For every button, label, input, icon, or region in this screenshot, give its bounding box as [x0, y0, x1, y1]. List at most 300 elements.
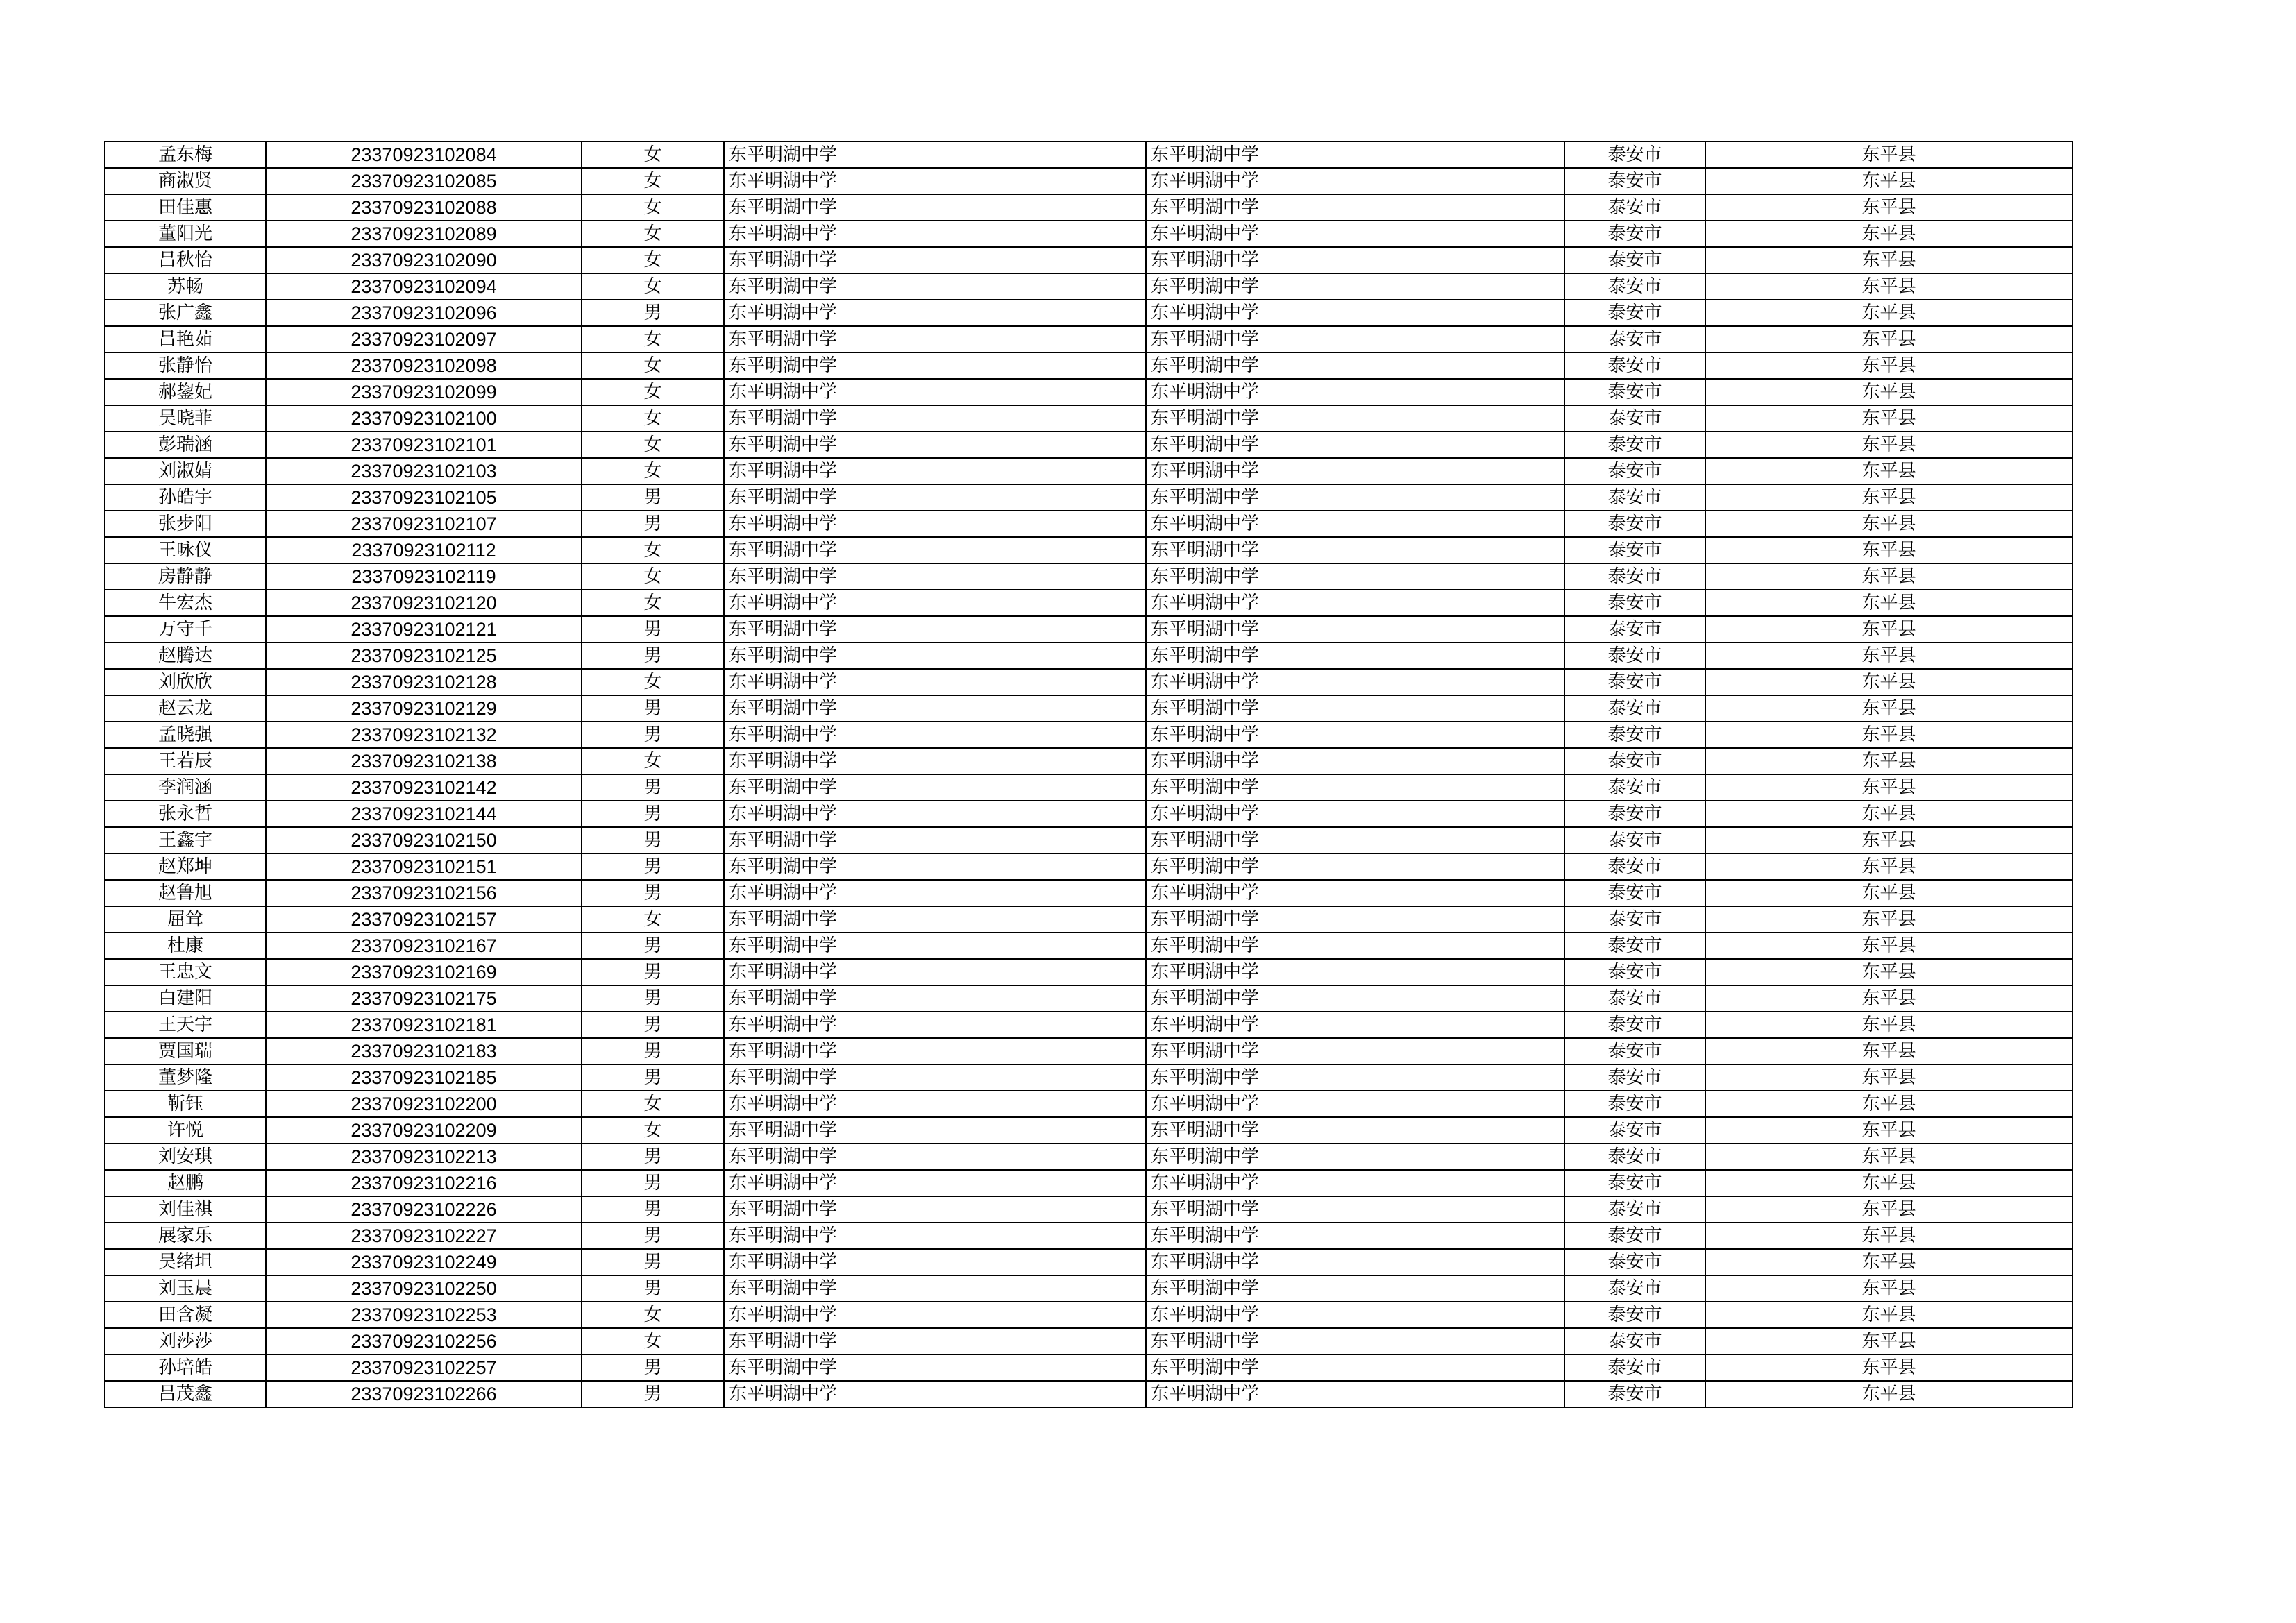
name-cell: 白建阳 [105, 985, 266, 1012]
exam-id-cell: 23370923102169 [266, 959, 582, 985]
school-cell: 东平明湖中学 [724, 352, 1146, 379]
city-cell: 泰安市 [1564, 985, 1705, 1012]
exam-id-cell: 23370923102200 [266, 1091, 582, 1117]
exam-school-cell: 东平明湖中学 [1146, 326, 1564, 352]
table-row [105, 827, 2073, 853]
exam-id-cell: 23370923102151 [266, 853, 582, 880]
exam-school-cell: 东平明湖中学 [1146, 669, 1564, 695]
exam-id-cell: 23370923102097 [266, 326, 582, 352]
county-cell: 东平县 [1705, 1302, 2073, 1328]
exam-school-cell: 东平明湖中学 [1146, 484, 1564, 511]
county-cell: 东平县 [1705, 695, 2073, 722]
name-cell: 房静静 [105, 563, 266, 590]
exam-school-cell: 东平明湖中学 [1146, 1038, 1564, 1064]
city-cell: 泰安市 [1564, 959, 1705, 985]
exam-id-cell: 23370923102157 [266, 906, 582, 933]
table-row [105, 458, 2073, 484]
table-row [105, 1196, 2073, 1223]
exam-school-cell: 东平明湖中学 [1146, 853, 1564, 880]
county-cell: 东平县 [1705, 352, 2073, 379]
name-cell: 刘玉晨 [105, 1275, 266, 1302]
name-cell: 孙皓宇 [105, 484, 266, 511]
table-row [105, 300, 2073, 326]
table-row [105, 379, 2073, 405]
county-cell: 东平县 [1705, 1170, 2073, 1196]
school-cell: 东平明湖中学 [724, 273, 1146, 300]
exam-school-cell: 东平明湖中学 [1146, 933, 1564, 959]
school-cell: 东平明湖中学 [724, 1144, 1146, 1170]
county-cell: 东平县 [1705, 221, 2073, 247]
table-row [105, 906, 2073, 933]
gender-cell: 女 [582, 669, 724, 695]
exam-id-cell: 23370923102144 [266, 801, 582, 827]
exam-school-cell: 东平明湖中学 [1146, 537, 1564, 563]
exam-id-cell: 23370923102085 [266, 168, 582, 194]
name-cell: 赵腾达 [105, 643, 266, 669]
name-cell: 商淑贤 [105, 168, 266, 194]
county-cell: 东平县 [1705, 432, 2073, 458]
gender-cell: 女 [582, 748, 724, 774]
table-row [105, 1012, 2073, 1038]
exam-school-cell: 东平明湖中学 [1146, 1064, 1564, 1091]
school-cell: 东平明湖中学 [724, 405, 1146, 432]
school-cell: 东平明湖中学 [724, 511, 1146, 537]
exam-id-cell: 23370923102120 [266, 590, 582, 616]
gender-cell: 男 [582, 1170, 724, 1196]
county-cell: 东平县 [1705, 669, 2073, 695]
exam-id-cell: 23370923102226 [266, 1196, 582, 1223]
exam-school-cell: 东平明湖中学 [1146, 985, 1564, 1012]
table-row [105, 669, 2073, 695]
gender-cell: 女 [582, 537, 724, 563]
table-row [105, 273, 2073, 300]
table-row [105, 1064, 2073, 1091]
county-cell: 东平县 [1705, 142, 2073, 168]
exam-school-cell: 东平明湖中学 [1146, 1354, 1564, 1381]
exam-school-cell: 东平明湖中学 [1146, 1196, 1564, 1223]
exam-id-cell: 23370923102112 [266, 537, 582, 563]
county-cell: 东平县 [1705, 194, 2073, 221]
name-cell: 刘安琪 [105, 1144, 266, 1170]
exam-id-cell: 23370923102090 [266, 247, 582, 273]
exam-id-cell: 23370923102121 [266, 616, 582, 643]
exam-id-cell: 23370923102138 [266, 748, 582, 774]
name-cell: 董梦隆 [105, 1064, 266, 1091]
exam-id-cell: 23370923102181 [266, 1012, 582, 1038]
city-cell: 泰安市 [1564, 1223, 1705, 1249]
city-cell: 泰安市 [1564, 880, 1705, 906]
city-cell: 泰安市 [1564, 774, 1705, 801]
gender-cell: 男 [582, 1381, 724, 1407]
city-cell: 泰安市 [1564, 221, 1705, 247]
exam-school-cell: 东平明湖中学 [1146, 959, 1564, 985]
county-cell: 东平县 [1705, 1381, 2073, 1407]
exam-id-cell: 23370923102266 [266, 1381, 582, 1407]
school-cell: 东平明湖中学 [724, 669, 1146, 695]
exam-id-cell: 23370923102175 [266, 985, 582, 1012]
name-cell: 彭瑞涵 [105, 432, 266, 458]
table-row [105, 1302, 2073, 1328]
exam-id-cell: 23370923102089 [266, 221, 582, 247]
name-cell: 张永哲 [105, 801, 266, 827]
city-cell: 泰安市 [1564, 1038, 1705, 1064]
city-cell: 泰安市 [1564, 511, 1705, 537]
exam-id-cell: 23370923102250 [266, 1275, 582, 1302]
gender-cell: 女 [582, 273, 724, 300]
name-cell: 刘淑婧 [105, 458, 266, 484]
name-cell: 吕艳茹 [105, 326, 266, 352]
table-row [105, 537, 2073, 563]
name-cell: 李润涵 [105, 774, 266, 801]
school-cell: 东平明湖中学 [724, 142, 1146, 168]
city-cell: 泰安市 [1564, 1328, 1705, 1354]
name-cell: 孙培皓 [105, 1354, 266, 1381]
exam-school-cell: 东平明湖中学 [1146, 695, 1564, 722]
roster-table [104, 141, 2073, 1408]
table-row [105, 168, 2073, 194]
table-row [105, 959, 2073, 985]
exam-id-cell: 23370923102256 [266, 1328, 582, 1354]
gender-cell: 男 [582, 616, 724, 643]
city-cell: 泰安市 [1564, 379, 1705, 405]
name-cell: 苏畅 [105, 273, 266, 300]
school-cell: 东平明湖中学 [724, 537, 1146, 563]
city-cell: 泰安市 [1564, 194, 1705, 221]
school-cell: 东平明湖中学 [724, 379, 1146, 405]
county-cell: 东平县 [1705, 1275, 2073, 1302]
city-cell: 泰安市 [1564, 695, 1705, 722]
exam-school-cell: 东平明湖中学 [1146, 774, 1564, 801]
exam-school-cell: 东平明湖中学 [1146, 1249, 1564, 1275]
county-cell: 东平县 [1705, 906, 2073, 933]
table-row [105, 853, 2073, 880]
exam-school-cell: 东平明湖中学 [1146, 906, 1564, 933]
exam-school-cell: 东平明湖中学 [1146, 194, 1564, 221]
gender-cell: 男 [582, 1196, 724, 1223]
name-cell: 张广鑫 [105, 300, 266, 326]
city-cell: 泰安市 [1564, 142, 1705, 168]
exam-school-cell: 东平明湖中学 [1146, 616, 1564, 643]
city-cell: 泰安市 [1564, 168, 1705, 194]
city-cell: 泰安市 [1564, 300, 1705, 326]
name-cell: 许悦 [105, 1117, 266, 1144]
table-row [105, 194, 2073, 221]
table-row [105, 985, 2073, 1012]
county-cell: 东平县 [1705, 379, 2073, 405]
gender-cell: 女 [582, 379, 724, 405]
gender-cell: 女 [582, 1328, 724, 1354]
exam-id-cell: 23370923102253 [266, 1302, 582, 1328]
school-cell: 东平明湖中学 [724, 801, 1146, 827]
exam-school-cell: 东平明湖中学 [1146, 1381, 1564, 1407]
gender-cell: 男 [582, 1354, 724, 1381]
city-cell: 泰安市 [1564, 1302, 1705, 1328]
exam-school-cell: 东平明湖中学 [1146, 722, 1564, 748]
school-cell: 东平明湖中学 [724, 959, 1146, 985]
name-cell: 吕茂鑫 [105, 1381, 266, 1407]
gender-cell: 男 [582, 801, 724, 827]
county-cell: 东平县 [1705, 1144, 2073, 1170]
exam-id-cell: 23370923102119 [266, 563, 582, 590]
table-row [105, 801, 2073, 827]
city-cell: 泰安市 [1564, 853, 1705, 880]
name-cell: 牛宏杰 [105, 590, 266, 616]
exam-school-cell: 东平明湖中学 [1146, 563, 1564, 590]
county-cell: 东平县 [1705, 326, 2073, 352]
gender-cell: 女 [582, 563, 724, 590]
county-cell: 东平县 [1705, 1064, 2073, 1091]
name-cell: 贾国瑞 [105, 1038, 266, 1064]
county-cell: 东平县 [1705, 563, 2073, 590]
exam-id-cell: 23370923102096 [266, 300, 582, 326]
name-cell: 王天宇 [105, 1012, 266, 1038]
county-cell: 东平县 [1705, 511, 2073, 537]
county-cell: 东平县 [1705, 985, 2073, 1012]
county-cell: 东平县 [1705, 1223, 2073, 1249]
exam-school-cell: 东平明湖中学 [1146, 1275, 1564, 1302]
gender-cell: 女 [582, 352, 724, 379]
exam-id-cell: 23370923102128 [266, 669, 582, 695]
school-cell: 东平明湖中学 [724, 1381, 1146, 1407]
table-row [105, 1144, 2073, 1170]
school-cell: 东平明湖中学 [724, 1117, 1146, 1144]
school-cell: 东平明湖中学 [724, 616, 1146, 643]
gender-cell: 男 [582, 722, 724, 748]
gender-cell: 男 [582, 643, 724, 669]
name-cell: 吴晓菲 [105, 405, 266, 432]
city-cell: 泰安市 [1564, 1381, 1705, 1407]
county-cell: 东平县 [1705, 1249, 2073, 1275]
exam-school-cell: 东平明湖中学 [1146, 1223, 1564, 1249]
table-row [105, 1354, 2073, 1381]
exam-school-cell: 东平明湖中学 [1146, 1144, 1564, 1170]
exam-id-cell: 23370923102213 [266, 1144, 582, 1170]
roster-body [105, 142, 2073, 1407]
table-row [105, 643, 2073, 669]
name-cell: 吴绪坦 [105, 1249, 266, 1275]
school-cell: 东平明湖中学 [724, 326, 1146, 352]
city-cell: 泰安市 [1564, 801, 1705, 827]
table-row [105, 326, 2073, 352]
name-cell: 赵鹏 [105, 1170, 266, 1196]
table-row [105, 1275, 2073, 1302]
name-cell: 展家乐 [105, 1223, 266, 1249]
table-row [105, 695, 2073, 722]
gender-cell: 男 [582, 1223, 724, 1249]
city-cell: 泰安市 [1564, 1091, 1705, 1117]
city-cell: 泰安市 [1564, 643, 1705, 669]
school-cell: 东平明湖中学 [724, 432, 1146, 458]
name-cell: 杜康 [105, 933, 266, 959]
exam-school-cell: 东平明湖中学 [1146, 590, 1564, 616]
city-cell: 泰安市 [1564, 326, 1705, 352]
school-cell: 东平明湖中学 [724, 194, 1146, 221]
table-row [105, 1328, 2073, 1354]
city-cell: 泰安市 [1564, 1012, 1705, 1038]
school-cell: 东平明湖中学 [724, 906, 1146, 933]
table-row [105, 352, 2073, 379]
city-cell: 泰安市 [1564, 352, 1705, 379]
city-cell: 泰安市 [1564, 432, 1705, 458]
gender-cell: 男 [582, 827, 724, 853]
table-row [105, 1091, 2073, 1117]
city-cell: 泰安市 [1564, 1275, 1705, 1302]
exam-school-cell: 东平明湖中学 [1146, 511, 1564, 537]
exam-school-cell: 东平明湖中学 [1146, 300, 1564, 326]
name-cell: 张步阳 [105, 511, 266, 537]
table-row [105, 1381, 2073, 1407]
exam-school-cell: 东平明湖中学 [1146, 405, 1564, 432]
exam-id-cell: 23370923102150 [266, 827, 582, 853]
county-cell: 东平县 [1705, 1012, 2073, 1038]
exam-id-cell: 23370923102216 [266, 1170, 582, 1196]
table-row [105, 774, 2073, 801]
name-cell: 王鑫宇 [105, 827, 266, 853]
school-cell: 东平明湖中学 [724, 1249, 1146, 1275]
exam-school-cell: 东平明湖中学 [1146, 221, 1564, 247]
county-cell: 东平县 [1705, 458, 2073, 484]
name-cell: 刘欣欣 [105, 669, 266, 695]
city-cell: 泰安市 [1564, 1249, 1705, 1275]
exam-id-cell: 23370923102084 [266, 142, 582, 168]
county-cell: 东平县 [1705, 616, 2073, 643]
table-row [105, 142, 2073, 168]
county-cell: 东平县 [1705, 722, 2073, 748]
city-cell: 泰安市 [1564, 933, 1705, 959]
county-cell: 东平县 [1705, 853, 2073, 880]
exam-school-cell: 东平明湖中学 [1146, 352, 1564, 379]
gender-cell: 女 [582, 1302, 724, 1328]
table-row [105, 1223, 2073, 1249]
city-cell: 泰安市 [1564, 458, 1705, 484]
exam-id-cell: 23370923102125 [266, 643, 582, 669]
exam-id-cell: 23370923102101 [266, 432, 582, 458]
county-cell: 东平县 [1705, 484, 2073, 511]
county-cell: 东平县 [1705, 774, 2073, 801]
school-cell: 东平明湖中学 [724, 1328, 1146, 1354]
school-cell: 东平明湖中学 [724, 933, 1146, 959]
school-cell: 东平明湖中学 [724, 484, 1146, 511]
city-cell: 泰安市 [1564, 484, 1705, 511]
gender-cell: 男 [582, 1249, 724, 1275]
exam-id-cell: 23370923102094 [266, 273, 582, 300]
gender-cell: 男 [582, 853, 724, 880]
table-row [105, 563, 2073, 590]
school-cell: 东平明湖中学 [724, 221, 1146, 247]
county-cell: 东平县 [1705, 247, 2073, 273]
school-cell: 东平明湖中学 [724, 300, 1146, 326]
exam-id-cell: 23370923102183 [266, 1038, 582, 1064]
county-cell: 东平县 [1705, 801, 2073, 827]
exam-school-cell: 东平明湖中学 [1146, 748, 1564, 774]
city-cell: 泰安市 [1564, 590, 1705, 616]
name-cell: 靳钰 [105, 1091, 266, 1117]
gender-cell: 男 [582, 985, 724, 1012]
table-row [105, 247, 2073, 273]
table-row [105, 511, 2073, 537]
name-cell: 孟东梅 [105, 142, 266, 168]
exam-id-cell: 23370923102107 [266, 511, 582, 537]
county-cell: 东平县 [1705, 405, 2073, 432]
gender-cell: 女 [582, 168, 724, 194]
county-cell: 东平县 [1705, 933, 2073, 959]
county-cell: 东平县 [1705, 1091, 2073, 1117]
school-cell: 东平明湖中学 [724, 748, 1146, 774]
exam-id-cell: 23370923102227 [266, 1223, 582, 1249]
table-row [105, 722, 2073, 748]
exam-id-cell: 23370923102098 [266, 352, 582, 379]
name-cell: 万守千 [105, 616, 266, 643]
table-row [105, 880, 2073, 906]
exam-school-cell: 东平明湖中学 [1146, 379, 1564, 405]
table-row [105, 484, 2073, 511]
school-cell: 东平明湖中学 [724, 458, 1146, 484]
school-cell: 东平明湖中学 [724, 1354, 1146, 1381]
name-cell: 刘佳祺 [105, 1196, 266, 1223]
county-cell: 东平县 [1705, 880, 2073, 906]
exam-id-cell: 23370923102099 [266, 379, 582, 405]
exam-id-cell: 23370923102132 [266, 722, 582, 748]
name-cell: 王忠文 [105, 959, 266, 985]
exam-school-cell: 东平明湖中学 [1146, 1302, 1564, 1328]
county-cell: 东平县 [1705, 590, 2073, 616]
gender-cell: 男 [582, 300, 724, 326]
city-cell: 泰安市 [1564, 616, 1705, 643]
exam-school-cell: 东平明湖中学 [1146, 142, 1564, 168]
gender-cell: 男 [582, 774, 724, 801]
county-cell: 东平县 [1705, 1328, 2073, 1354]
exam-id-cell: 23370923102100 [266, 405, 582, 432]
exam-id-cell: 23370923102103 [266, 458, 582, 484]
gender-cell: 男 [582, 1064, 724, 1091]
exam-school-cell: 东平明湖中学 [1146, 1328, 1564, 1354]
school-cell: 东平明湖中学 [724, 168, 1146, 194]
county-cell: 东平县 [1705, 1038, 2073, 1064]
name-cell: 张静怡 [105, 352, 266, 379]
school-cell: 东平明湖中学 [724, 1038, 1146, 1064]
gender-cell: 男 [582, 1012, 724, 1038]
school-cell: 东平明湖中学 [724, 247, 1146, 273]
gender-cell: 男 [582, 1275, 724, 1302]
exam-school-cell: 东平明湖中学 [1146, 1091, 1564, 1117]
table-row [105, 1170, 2073, 1196]
city-cell: 泰安市 [1564, 1354, 1705, 1381]
name-cell: 田含凝 [105, 1302, 266, 1328]
exam-school-cell: 东平明湖中学 [1146, 880, 1564, 906]
school-cell: 东平明湖中学 [724, 1302, 1146, 1328]
exam-school-cell: 东平明湖中学 [1146, 168, 1564, 194]
exam-id-cell: 23370923102129 [266, 695, 582, 722]
school-cell: 东平明湖中学 [724, 722, 1146, 748]
gender-cell: 男 [582, 1144, 724, 1170]
school-cell: 东平明湖中学 [724, 1275, 1146, 1302]
county-cell: 东平县 [1705, 643, 2073, 669]
name-cell: 赵鲁旭 [105, 880, 266, 906]
name-cell: 刘莎莎 [105, 1328, 266, 1354]
school-cell: 东平明湖中学 [724, 774, 1146, 801]
gender-cell: 女 [582, 432, 724, 458]
school-cell: 东平明湖中学 [724, 1064, 1146, 1091]
city-cell: 泰安市 [1564, 1064, 1705, 1091]
county-cell: 东平县 [1705, 168, 2073, 194]
county-cell: 东平县 [1705, 1196, 2073, 1223]
name-cell: 王咏仪 [105, 537, 266, 563]
city-cell: 泰安市 [1564, 563, 1705, 590]
gender-cell: 女 [582, 326, 724, 352]
gender-cell: 女 [582, 405, 724, 432]
table-row [105, 748, 2073, 774]
county-cell: 东平县 [1705, 1117, 2073, 1144]
